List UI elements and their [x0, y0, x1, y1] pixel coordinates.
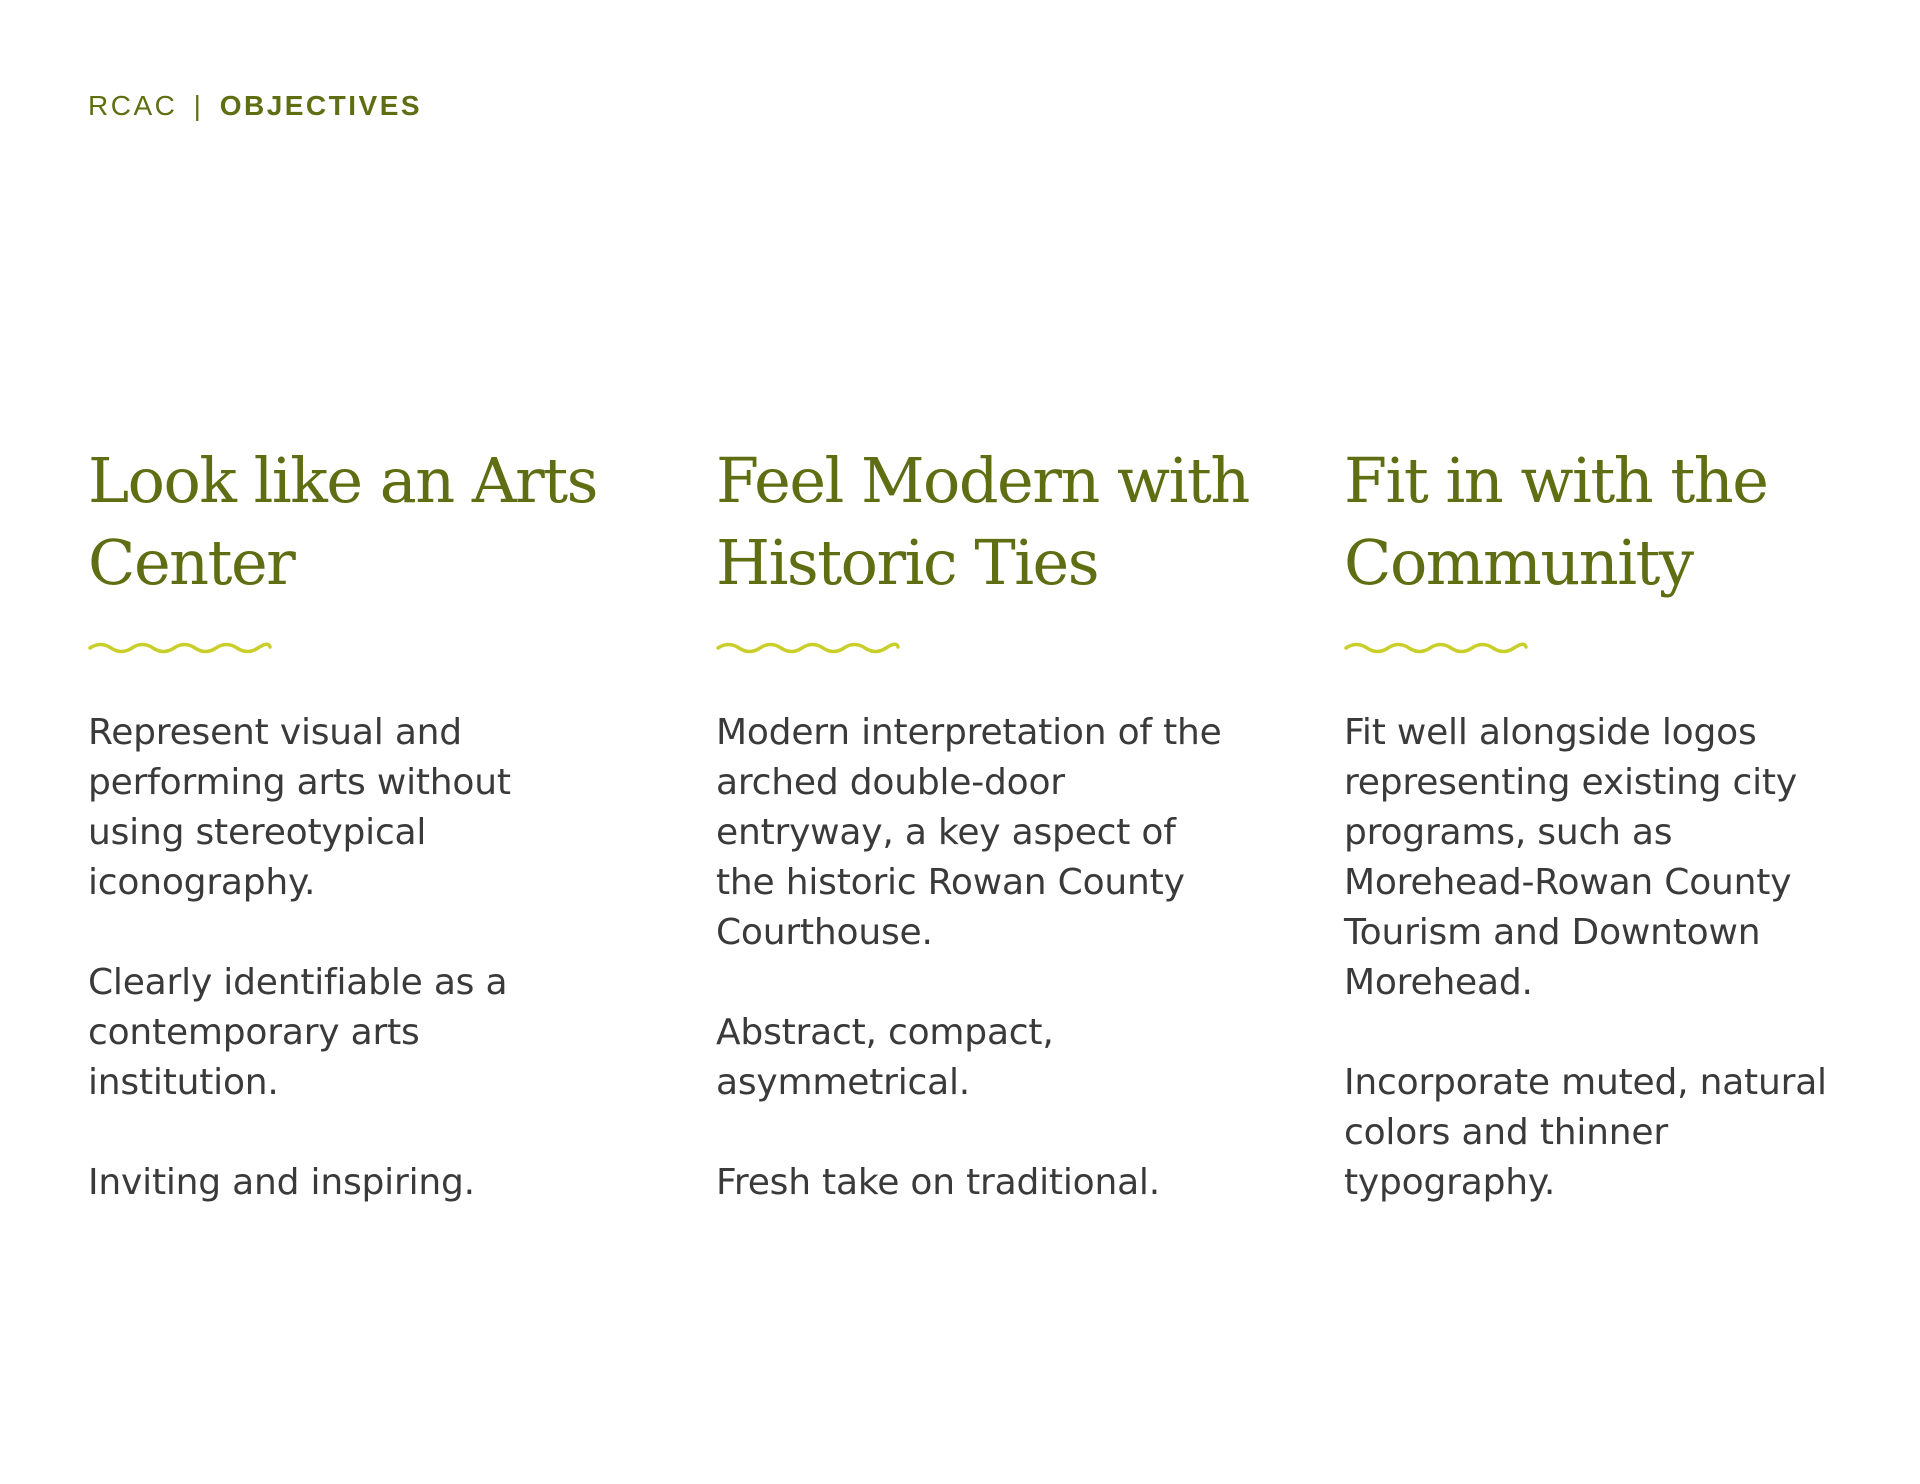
header-org: RCAC [88, 90, 178, 121]
page-header [88, 90, 422, 122]
objective-column-community [1344, 440, 1844, 1258]
objective-title-line: Center [88, 526, 295, 599]
objective-paragraph: Fresh take on traditional. [716, 1162, 1160, 1203]
objective-paragraph: Incorporate muted, natural colors and thinner typography. [1344, 1062, 1827, 1203]
objective-title-line: Community [1344, 526, 1693, 599]
objective-paragraph: Modern interpretation of the arched double-door entryway, a key aspect of the historic Rowan County Courthouse. [716, 712, 1222, 953]
objectives-columns [88, 440, 1848, 1258]
objective-paragraph: Clearly identifiable as a contemporary arts institution. [88, 962, 508, 1103]
objective-paragraph: Represent visual and performing arts without using stereotypical iconography. [88, 712, 511, 903]
header-section: OBJECTIVES [219, 90, 423, 121]
wave-divider-icon [1344, 640, 1528, 656]
objective-column-arts-center [88, 440, 716, 1258]
objective-body [716, 708, 1236, 1208]
objective-paragraph: Inviting and inspiring. [88, 1162, 475, 1203]
objective-column-modern-historic [716, 440, 1344, 1258]
objective-body [88, 708, 608, 1208]
wave-divider-icon [716, 640, 900, 656]
objective-body [1344, 708, 1864, 1208]
wave-divider-icon [88, 640, 272, 656]
objective-title-line: Fit in with the [1344, 444, 1768, 517]
objective-title [88, 440, 648, 604]
objective-paragraph: Abstract, compact, asymmetrical. [716, 1012, 1054, 1103]
objective-title [1344, 440, 1904, 604]
objective-title [716, 440, 1276, 604]
objective-title-line: Feel Modern with [716, 444, 1249, 517]
objective-paragraph: Fit well alongside logos representing existing city programs, such as Morehead-Rowan County Tourism and Downtown Morehead. [1344, 712, 1797, 1003]
objective-title-line: Historic Ties [716, 526, 1099, 599]
header-separator: | [193, 90, 204, 121]
objective-title-line: Look like an Arts [88, 444, 597, 517]
